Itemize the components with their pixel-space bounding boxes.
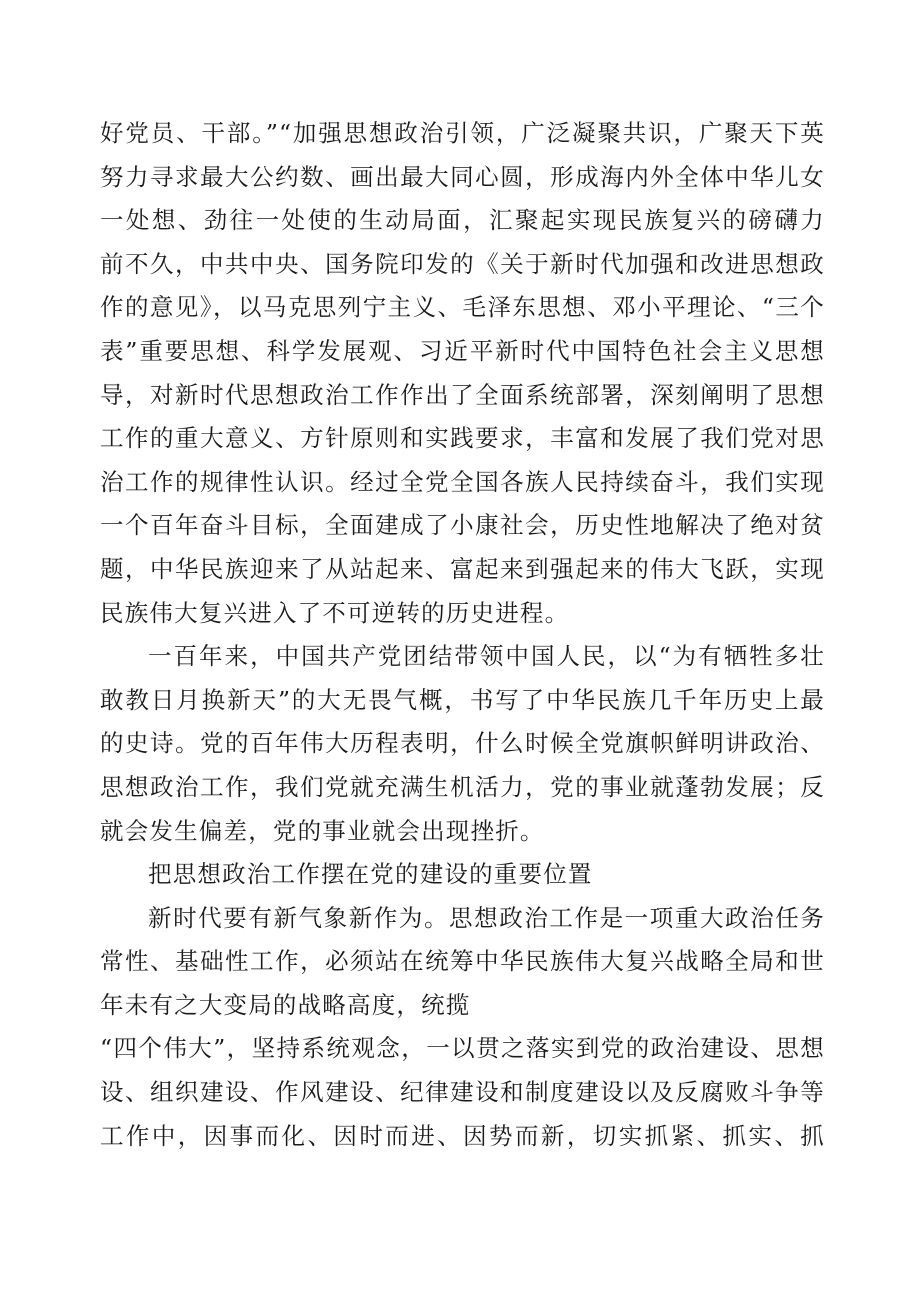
text-line: 一百年来，中国共产党团结带领中国人民，以“为有牺牲多壮 [148, 642, 825, 671]
section-heading: 把思想政治工作摆在党的建设的重要位置 [148, 860, 593, 889]
text-line: 工作中，因事而化、因时而进、因势而新，切实抓紧、抓实、抓 [100, 1121, 825, 1150]
text-line: 治工作的规律性认识。经过全党全国各族人民持续奋斗，我们实现 [100, 467, 825, 496]
text-line: 题，中华民族迎来了从站起来、富起来到强起来的伟大飞跃，实现 [100, 554, 825, 583]
text-line: 工作的重大意义、方针原则和实践要求，丰富和发展了我们党对思 [100, 424, 825, 453]
text-line: 好党员、干部。”“加强思想政治引领，广泛凝聚共识，广聚天下英 [100, 119, 825, 147]
text-line: 作的意见》，以马克思列宁主义、毛泽东思想、邓小平理论、“三个 [100, 293, 825, 322]
document-body [100, 112, 825, 1158]
text-line: 设、组织建设、作风建设、纪律建设和制度建设以及反腐败斗争等 [100, 1078, 825, 1107]
text-line: 敢教日月换新天”的大无畏气概，书写了中华民族几千年历史上最 [100, 685, 825, 714]
text-line: 就会发生偏差，党的事业就会出现挫折。 [100, 816, 545, 845]
text-line: 一个百年奋斗目标，全面建成了小康社会，历史性地解决了绝对贫 [100, 511, 825, 540]
text-line: 民族伟大复兴进入了不可逆转的历史进程。 [100, 598, 570, 627]
text-line: 年未有之大变局的战略高度，统揽 [100, 990, 471, 1019]
text-line: 新时代要有新气象新作为。思想政治工作是一项重大政治任务 [148, 903, 825, 932]
text-line: 的史诗。党的百年伟大历程表明，什么时候全党旗帜鲜明讲政治、 [100, 729, 825, 758]
text-line: 常性、基础性工作，必须站在统筹中华民族伟大复兴战略全局和世 [100, 947, 825, 976]
text-line: “四个伟大”，坚持系统观念，一以贯之落实到党的政治建设、思想 [100, 1034, 825, 1063]
text-line: 表”重要思想、科学发展观、习近平新时代中国特色社会主义思想 [100, 336, 825, 365]
text-line: 导，对新时代思想政治工作作出了全面系统部署，深刻阐明了思想 [100, 380, 825, 409]
text-line: 前不久，中共中央、国务院印发的《关于新时代加强和改进思想政 [100, 249, 825, 278]
text-line: 思想政治工作，我们党就充满生机活力，党的事业就蓬勃发展；反 [100, 772, 825, 801]
text-line: 努力寻求最大公约数、画出最大同心圆，形成海内外全体中华儿女 [100, 162, 825, 191]
text-line: 一处想、劲往一处使的生动局面，汇聚起实现民族复兴的磅礴力 [100, 206, 825, 235]
